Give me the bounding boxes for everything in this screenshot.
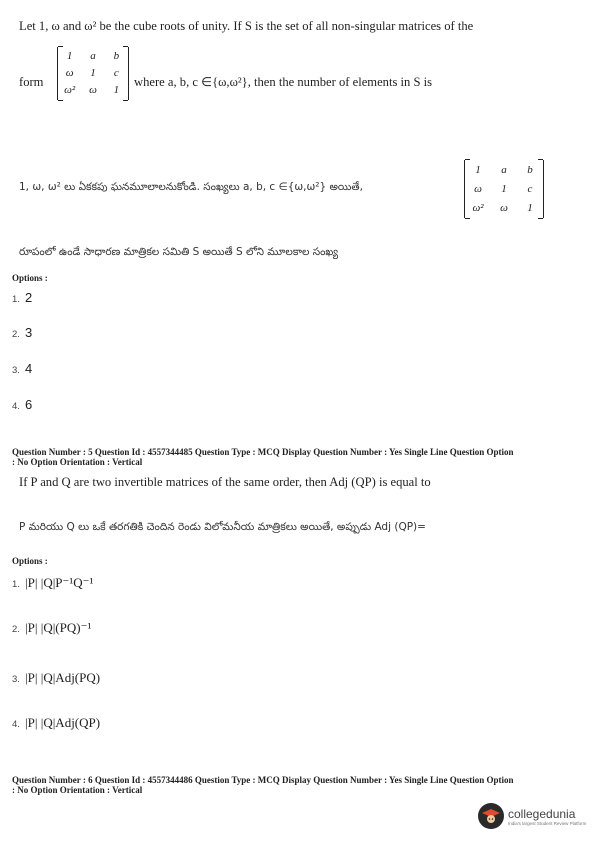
matrix-row-1 bbox=[58, 47, 128, 64]
option-value: 3 bbox=[25, 325, 33, 340]
q4-option-1[interactable] bbox=[12, 287, 32, 306]
matrix-cell: 1 bbox=[90, 66, 96, 79]
matrix-cell: c bbox=[113, 66, 119, 79]
matrix-cell: b bbox=[113, 49, 120, 62]
matrix-cell: a bbox=[90, 49, 96, 62]
matrix-cell: c bbox=[527, 182, 533, 195]
matrix-cell: ω bbox=[65, 66, 74, 79]
q5-meta-line1: Question Number : 5 Question Id : 4557344485 Question Type : MCQ Display Question Number : Yes Single Line Question Option bbox=[12, 447, 514, 457]
matrix-cell: 1 bbox=[66, 49, 73, 62]
matrix-cell: a bbox=[501, 163, 507, 176]
q4-option-3[interactable] bbox=[12, 358, 32, 377]
graduate-icon bbox=[478, 803, 504, 829]
option-value: |P| |Q|Adj(PQ) bbox=[25, 670, 101, 685]
matrix-cell: 1 bbox=[475, 163, 481, 176]
option-value: 6 bbox=[25, 397, 33, 412]
q4-option-2[interactable] bbox=[12, 322, 32, 341]
q4-line2: where a, b, c ∈{ω,ω²}, then the number of elements in S is bbox=[134, 75, 433, 89]
matrix-cell: 1 bbox=[113, 83, 120, 96]
q4-options-label: Options : bbox=[12, 273, 48, 283]
q5-option-1[interactable] bbox=[12, 572, 93, 591]
q5-meta-line2: : No Option Orientation : Vertical bbox=[12, 457, 143, 467]
option-value: |P| |Q|P⁻¹Q⁻¹ bbox=[25, 575, 94, 590]
collegedunia-logo bbox=[478, 803, 586, 829]
q5-telugu: P మరియు Q లు ఒకే తరగతికి చెందిన రెండు విలోమనీయ మాత్రికలు అయితే, అప్పుడు Adj (QP)= bbox=[19, 521, 426, 533]
option-number: 3. bbox=[12, 365, 20, 376]
matrix-row-3 bbox=[58, 81, 128, 98]
matrix-cell: ω bbox=[89, 83, 97, 96]
q5-option-3[interactable] bbox=[12, 667, 100, 686]
option-number: 4. bbox=[12, 401, 20, 412]
matrix-row-3 bbox=[465, 198, 543, 217]
option-number: 2. bbox=[12, 329, 20, 340]
option-number: 1. bbox=[12, 579, 20, 590]
q4-telugu1: 1, ω, ω² లు ఏకకపు ఘనమూలాలనుకోండి. సంఖ్యలు a, b, c ∈{ω,ω²} అయితే, bbox=[19, 181, 363, 193]
logo-tagline: India's largest Student Review Platform bbox=[508, 820, 587, 826]
q4-matrix bbox=[57, 47, 129, 100]
q6-meta bbox=[12, 775, 592, 795]
q5-options-label: Options : bbox=[12, 556, 48, 566]
matrix-cell: ω² bbox=[64, 83, 76, 96]
q4-option-4[interactable] bbox=[12, 394, 32, 413]
matrix-row-2 bbox=[58, 64, 128, 81]
matrix-cell: 1 bbox=[527, 201, 533, 214]
matrix-cell: b bbox=[527, 163, 533, 176]
q6-meta-line2: : No Option Orientation : Vertical bbox=[12, 785, 143, 795]
option-value: |P| |Q|Adj(QP) bbox=[25, 715, 101, 730]
option-value: 2 bbox=[25, 290, 33, 305]
option-value: |P| |Q|(PQ)⁻¹ bbox=[25, 620, 92, 635]
option-value: 4 bbox=[25, 361, 33, 376]
matrix-cell: ω² bbox=[472, 201, 484, 214]
matrix-cell: ω bbox=[474, 182, 482, 195]
q5-option-4[interactable] bbox=[12, 712, 100, 731]
q4-matrix-telugu bbox=[464, 160, 544, 218]
option-number: 2. bbox=[12, 624, 20, 635]
option-number: 3. bbox=[12, 674, 20, 685]
matrix-row-2 bbox=[465, 179, 543, 198]
matrix-cell: 1 bbox=[501, 182, 507, 195]
logo-name: collegedunia bbox=[508, 806, 576, 821]
option-number: 1. bbox=[12, 294, 20, 305]
q5-meta bbox=[12, 447, 592, 467]
matrix-row-1 bbox=[465, 160, 543, 179]
q4-form-label: form bbox=[19, 75, 44, 89]
q5-option-2[interactable] bbox=[12, 617, 91, 636]
q6-meta-line1: Question Number : 6 Question Id : 4557344486 Question Type : MCQ Display Question Number : Yes Single Line Question Option bbox=[12, 775, 514, 785]
q4-telugu2: రూపంలో ఉండే సాధారణ మాత్రికల సమితి S అయితే S లోని మూలకాల సంఖ్య bbox=[19, 246, 339, 258]
option-number: 4. bbox=[12, 719, 20, 730]
q4-line1: Let 1, ω and ω² be the cube roots of unity. If S is the set of all non-singular matrices of the bbox=[19, 19, 474, 33]
matrix-cell: ω bbox=[500, 201, 508, 214]
q5-text: If P and Q are two invertible matrices of the same order, then Adj (QP) is equal to bbox=[19, 475, 431, 489]
